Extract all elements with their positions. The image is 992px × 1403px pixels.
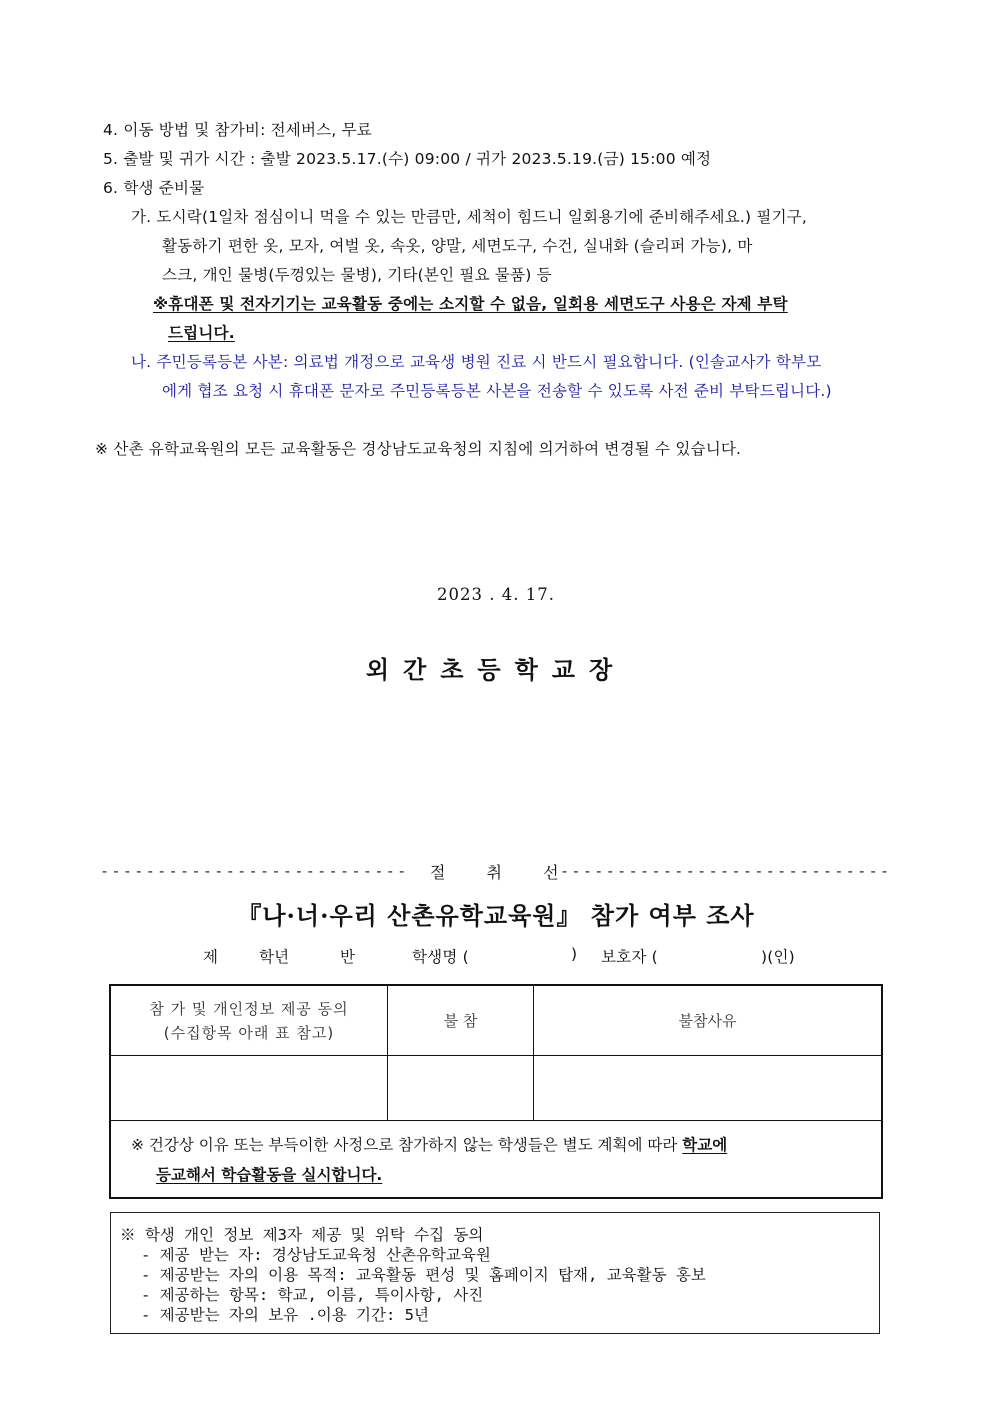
grade-suffix: 학년 [259,948,290,966]
absent-input-cell[interactable] [388,1055,534,1120]
supplies-na-line-2: 에게 협조 요청 시 휴대폰 문자로 주민등록등본 사본을 전송할 수 있도록 사전 준비 부탁드립니다.) [162,382,832,400]
consent-recipient: - 제공 받는 자: 경상남도교육청 산촌유학교육원 [141,1246,491,1264]
reason-input-cell[interactable] [534,1055,883,1120]
consent-purpose: - 제공받는 자의 이용 목적: 교육활동 편성 및 홈페이지 탑재, 교육활동 홍보 [141,1266,706,1284]
device-warning-line-1: ※휴대폰 및 전자기기는 교육활동 중에는 소지할 수 없음, 일회용 세면도구 사용은 자제 부탁 [153,295,788,313]
grade-label: 제 [203,948,219,966]
cut-line-right: ----------------------------- [560,862,892,880]
student-name-close: ) [571,945,578,963]
header-absent: 불 참 [388,985,534,1055]
item-supplies-heading: 6. 학생 준비물 [103,179,205,197]
survey-title: 『나·너·우리 산촌유학교육원』 참가 여부 조사 [237,901,755,930]
cut-line-label: 절 취 선 [430,863,577,882]
header-consent-line-2: (수집항목 아래 표 참고) [163,1023,335,1042]
supplies-ga-line-1: 가. 도시락(1일차 점심이니 먹을 수 있는 만큼만, 세척이 힘드니 일회용기에 준비해주세요.) 필기구, [131,208,808,226]
guardian-label: 보호자 ( [601,948,658,966]
item-schedule: 5. 출발 및 귀가 시간 : 출발 2023.5.17.(수) 09:00 / 귀가 2023.5.19.(금) 15:00 예정 [103,150,712,168]
consent-items: - 제공하는 항목: 학교, 이름, 특이사항, 사진 [141,1286,484,1304]
privacy-consent-box [110,1212,880,1334]
consent-input-cell[interactable] [110,1055,388,1120]
guardian-close: )(인) [761,948,795,966]
student-name-label: 학생명 ( [412,948,469,966]
consent-title: ※ 학생 개인 정보 제3자 제공 및 위탁 수집 동의 [120,1226,484,1244]
change-disclaimer: ※ 산촌 유학교육원의 모든 교육활동은 경상남도교육청의 지침에 의거하여 변경될 수 있습니다. [95,440,742,458]
note-line-1: ※ 건강상 이유 또는 부득이한 사정으로 참가하지 않는 학생들은 별도 계획에 따라 [131,1135,683,1154]
header-reason: 불참사유 [534,985,883,1055]
principal-signature: 외간초등학교장 [365,655,627,684]
consent-retention: - 제공받는 자의 보유 .이용 기간: 5년 [141,1306,429,1324]
alternative-activity-note [110,1120,882,1198]
participation-table [109,984,883,1199]
note-line-1-emphasis: 학교에 [682,1135,728,1154]
note-line-2: 등교해서 학습활동을 실시합니다. [156,1165,383,1184]
header-consent-line-1: 참 가 및 개인정보 제공 동의 [149,999,349,1018]
item-transport: 4. 이동 방법 및 참가비: 전세버스, 무료 [103,121,372,139]
supplies-ga-line-2: 활동하기 편한 옷, 모자, 여벌 옷, 속옷, 양말, 세면도구, 수건, 실내화 (슬리퍼 가능), 마 [162,237,753,255]
issue-date: 2023 . 4. 17. [437,585,555,604]
class-suffix: 반 [340,948,356,966]
device-warning-line-2: 드립니다. [168,324,235,342]
supplies-na-line-1: 나. 주민등록등본 사본: 의료법 개정으로 교육생 병원 진료 시 반드시 필요합니다. (인솔교사가 학부모 [131,353,822,371]
cut-line-left: --------------------------- [100,862,409,880]
supplies-ga-line-3: 스크, 개인 물병(두껑있는 물병), 기타(본인 필요 물품) 등 [162,266,552,284]
header-consent [110,985,388,1055]
